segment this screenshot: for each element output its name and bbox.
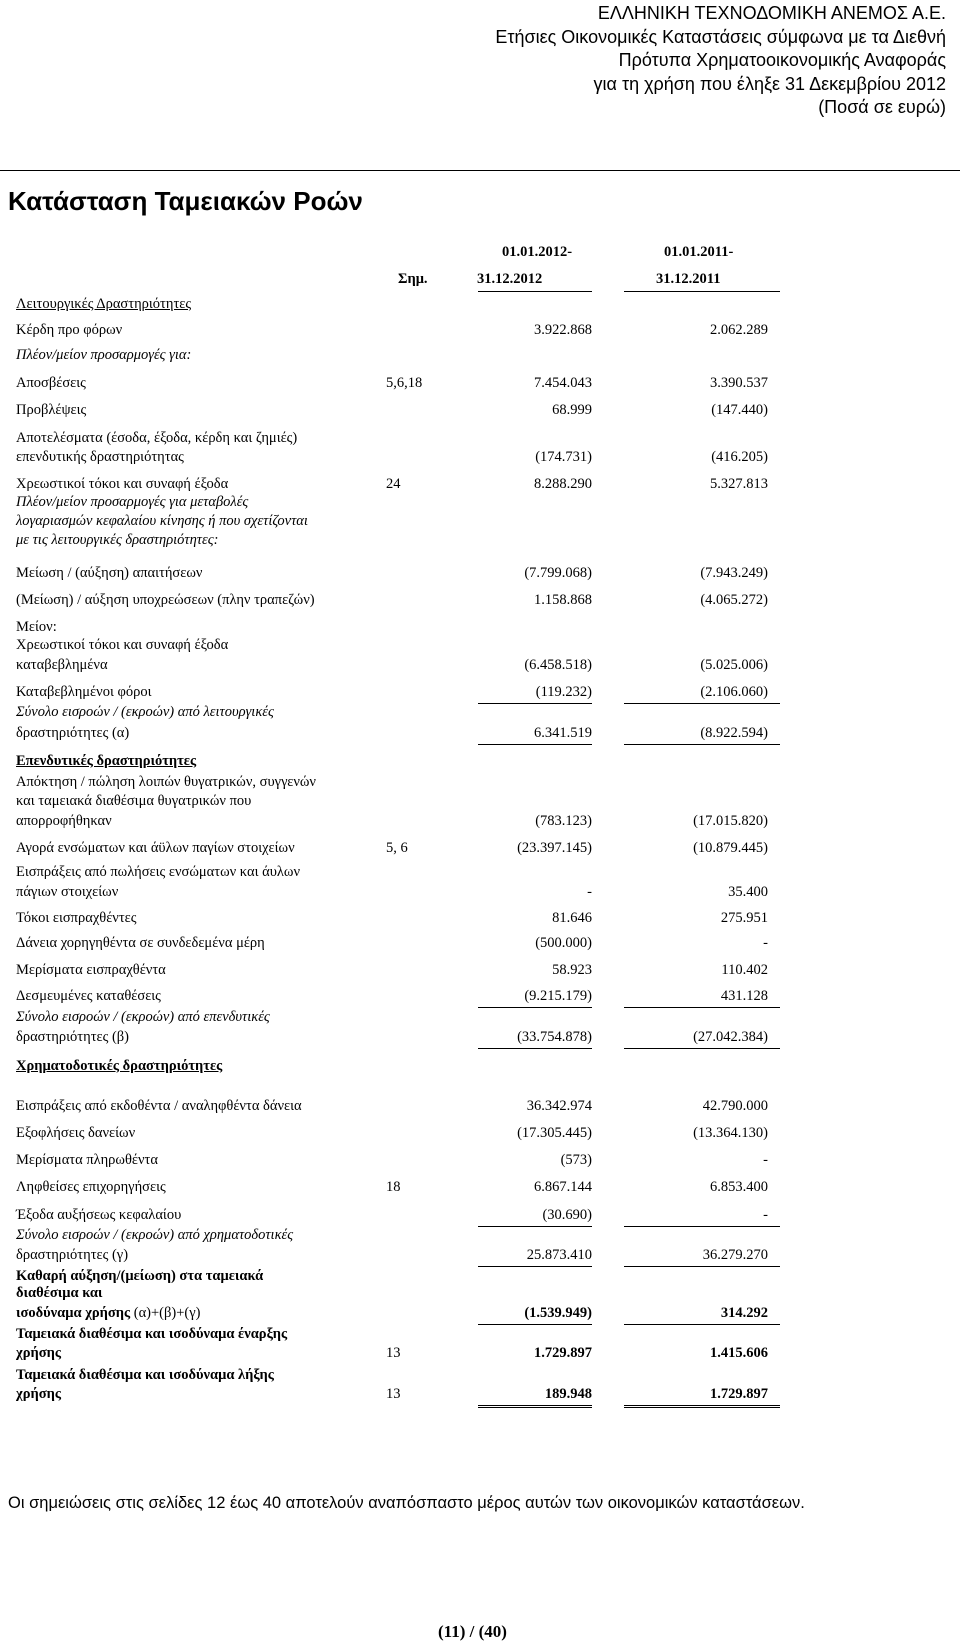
row-label: Μείωση / (αύξηση) απαιτήσεων — [16, 565, 203, 581]
value-2011: (17.015.820) — [693, 813, 768, 829]
row-label: δραστηριότητες (α) — [16, 725, 130, 741]
table-row — [0, 882, 960, 902]
table-row — [0, 723, 960, 743]
note-column-header: Σημ. — [398, 271, 428, 287]
table-row — [0, 751, 960, 771]
row-label: Ταμειακά διαθέσιμα και ισοδύναμα έναρξης — [16, 1326, 288, 1342]
section-operating: Λειτουργικές Δραστηριότητες — [16, 296, 192, 312]
value-2012: (23.397.145) — [517, 840, 592, 856]
row-label: ισοδύναμα χρήσης (α)+(β)+(γ) — [16, 1305, 201, 1321]
row-note: 13 — [386, 1386, 401, 1402]
row-label: Αγορά ενσώματων και άϋλων παγίων στοιχείων — [16, 840, 295, 856]
table-row — [0, 635, 960, 655]
row-label: Σύνολο εισροών / (εκροών) από χρηματοδοτικές — [16, 1227, 294, 1243]
row-label: Απόκτηση / πώληση λοιπών θυγατρικών, συγγενών — [16, 774, 316, 790]
col1-header-underline — [478, 291, 592, 292]
table-row — [0, 1123, 960, 1143]
table-row — [0, 960, 960, 980]
value-2011: (5.025.006) — [700, 657, 768, 673]
row-label: Πλέον/μείον προσαρμογές για: — [16, 347, 192, 363]
row-label: λογαριασμών κεφαλαίου κίνησης ή που σχετίζονται — [16, 513, 308, 529]
value-2011: 36.279.270 — [702, 1247, 768, 1263]
table-row — [0, 1303, 960, 1323]
table-row — [0, 772, 960, 792]
table-row — [0, 590, 960, 610]
value-2011: (27.042.384) — [693, 1029, 768, 1045]
row-label: καταβεβλημένα — [16, 657, 108, 673]
row-label: Μερίσματα εισπραχθέντα — [16, 962, 166, 978]
value-2011: 6.853.400 — [710, 1179, 768, 1195]
value-2011: 2.062.289 — [710, 322, 768, 338]
row-note: 5,6,18 — [386, 375, 423, 391]
value-2011: 110.402 — [721, 962, 768, 978]
col2-header-line2: 31.12.2011 — [656, 271, 721, 287]
table-row — [0, 617, 960, 637]
table-row — [0, 1205, 960, 1225]
value-2011: (8.922.594) — [700, 725, 768, 741]
row-label: Αποτελέσματα (έσοδα, έξοδα, κέρδη και ζημιές) — [16, 430, 298, 446]
col1-header-line2: 31.12.2012 — [477, 271, 543, 287]
row-label: Αποσβέσεις — [16, 375, 86, 391]
value-2012: (9.215.179) — [524, 988, 592, 1004]
row-label: και ταμειακά διαθέσιμα θυγατρικών που — [16, 793, 252, 809]
table-row — [0, 492, 960, 512]
row-label: Καταβεβλημένοι φόροι — [16, 684, 152, 700]
row-label: απορροφήθηκαν — [16, 813, 112, 829]
table-row — [0, 1225, 960, 1245]
value-2011: - — [763, 935, 768, 951]
value-2011: 314.292 — [720, 1305, 768, 1321]
table-row — [0, 1365, 960, 1385]
table-row — [0, 702, 960, 722]
value-2011: 431.128 — [720, 988, 768, 1004]
value-2012: 1.158.868 — [534, 592, 592, 608]
value-2012: 1.729.897 — [534, 1345, 592, 1361]
value-2012: 8.288.290 — [534, 476, 592, 492]
table-row — [0, 1384, 960, 1404]
row-label: δραστηριότητες (β) — [16, 1029, 130, 1045]
value-2012: (7.799.068) — [524, 565, 592, 581]
value-2012: (33.754.878) — [517, 1029, 592, 1045]
value-2011: 1.729.897 — [710, 1386, 768, 1402]
row-label: Δεσμευμένες καταθέσεις — [16, 988, 161, 1004]
row-label: Εξοφλήσεις δανείων — [16, 1125, 136, 1141]
row-label: Εισπράξεις από εκδοθέντα / αναληφθέντα δάνεια — [16, 1098, 302, 1114]
page-title: Κατάσταση Ταμειακών Ροών — [8, 186, 363, 216]
value-2011: (147.440) — [711, 402, 768, 418]
value-2012: 6.341.519 — [534, 725, 592, 741]
value-2012: 25.873.410 — [526, 1247, 592, 1263]
value-2012: (573) — [560, 1152, 592, 1168]
value-2012: (119.232) — [535, 684, 592, 700]
row-label: Επενδυτικές δραστηριότητες — [16, 753, 197, 769]
row-label: Καθαρή αύξηση/(μείωση) στα ταμειακά — [16, 1268, 264, 1284]
row-label: Εισπράξεις από πωλήσεις ενσώματων και άυλων — [16, 864, 301, 880]
value-2012: (783.123) — [535, 813, 592, 829]
col1-header-line1: 01.01.2012- — [502, 244, 573, 260]
row-label: χρήσης — [16, 1345, 61, 1361]
row-note: 18 — [386, 1179, 401, 1195]
row-label: Σύνολο εισροών / (εκροών) από επενδυτικές — [16, 1009, 270, 1025]
header-line-3: Πρότυπα Χρηματοοικονομικής Αναφοράς — [618, 50, 946, 70]
row-label: Προβλέψεις — [16, 402, 87, 418]
value-2011: 35.400 — [728, 884, 768, 900]
page-number: (11) / (40) — [438, 1622, 507, 1641]
value-2012: (500.000) — [535, 935, 592, 951]
value-2011: - — [763, 1207, 768, 1223]
total-underline — [478, 744, 592, 745]
table-row — [0, 428, 960, 448]
value-2012: 36.342.974 — [526, 1098, 592, 1114]
row-note: 5, 6 — [386, 840, 408, 856]
value-2011: 42.790.000 — [702, 1098, 768, 1114]
header-line-2: Ετήσιες Οικονομικές Καταστάσεις σύμφωνα με τα Διεθνή — [495, 26, 946, 47]
table-row — [0, 320, 960, 340]
value-2012: (174.731) — [535, 449, 592, 465]
table-row — [0, 400, 960, 420]
total-underline — [478, 1048, 592, 1049]
row-label: Τόκοι εισπραχθέντες — [16, 910, 137, 926]
table-row — [0, 1343, 960, 1363]
total-underline — [478, 1405, 592, 1408]
total-underline — [624, 1048, 780, 1049]
row-label: πάγιων στοιχείων — [16, 884, 119, 900]
header-currency-note: (Ποσά σε ευρώ) — [818, 97, 946, 117]
value-2012: 81.646 — [552, 910, 592, 926]
table-row — [0, 1096, 960, 1116]
value-2011: (416.205) — [711, 449, 768, 465]
row-label: Ταμειακά διαθέσιμα και ισοδύναμα λήξης — [16, 1367, 274, 1383]
value-2012: 189.948 — [544, 1386, 592, 1402]
table-row — [0, 1177, 960, 1197]
row-label: διαθέσιμα και — [16, 1285, 103, 1301]
value-2011: (10.879.445) — [693, 840, 768, 856]
value-2012: - — [587, 884, 592, 900]
table-row — [0, 838, 960, 858]
row-label: επενδυτικής δραστηριότητας — [16, 449, 184, 465]
table-row — [0, 1324, 960, 1344]
value-2012: (30.690) — [542, 1207, 592, 1223]
value-2011: - — [763, 1152, 768, 1168]
row-label: Μείον: — [16, 619, 57, 635]
value-2012: 6.867.144 — [534, 1179, 592, 1195]
value-2012: 7.454.043 — [534, 375, 592, 391]
row-label: Δάνεια χορηγηθέντα σε συνδεδεμένα μέρη — [16, 935, 265, 951]
row-label: Μερίσματα πληρωθέντα — [16, 1152, 158, 1168]
table-row — [0, 1007, 960, 1027]
company-name: ΕΛΛΗΝΙΚΗ ΤΕΧΝΟΔΟΜΙΚΗ ΑΝΕΜΟΣ Α.Ε. — [597, 3, 946, 23]
table-row — [0, 1245, 960, 1265]
col2-header-line1: 01.01.2011- — [664, 244, 734, 260]
table-row — [0, 1027, 960, 1047]
row-label: δραστηριότητες (γ) — [16, 1247, 129, 1263]
col2-header-underline — [624, 291, 780, 292]
table-row — [0, 1056, 960, 1076]
table-row — [0, 908, 960, 928]
value-2011: (2.106.060) — [700, 684, 768, 700]
table-row — [0, 345, 960, 365]
table-row — [0, 511, 960, 531]
row-label: Χρεωστικοί τόκοι και συναφή έξοδα — [16, 637, 229, 653]
table-row — [0, 447, 960, 467]
row-label: χρήσης — [16, 1386, 61, 1402]
table-row — [0, 986, 960, 1006]
value-2012: (17.305.445) — [517, 1125, 592, 1141]
row-label: Κέρδη προ φόρων — [16, 322, 123, 338]
row-label: Χρηματοδοτικές δραστηριότητες — [16, 1058, 223, 1074]
table-row — [0, 1150, 960, 1170]
row-label: Έξοδα αυξήσεως κεφαλαίου — [16, 1207, 182, 1223]
footnote: Οι σημειώσεις στις σελίδες 12 έως 40 αποτελούν αναπόσπαστο μέρος αυτών των οικονομικών καταστάσεων. — [8, 1494, 805, 1512]
table-row — [0, 791, 960, 811]
value-2012: 58.923 — [552, 962, 592, 978]
table-row — [0, 530, 960, 550]
row-label: Σύνολο εισροών / (εκροών) από λειτουργικές — [16, 704, 274, 720]
row-label: Πλέον/μείον προσαρμογές για μεταβολές — [16, 494, 249, 510]
report-header — [495, 2, 946, 120]
row-note: 13 — [386, 1345, 401, 1361]
value-2012: (1.539.949) — [524, 1305, 592, 1321]
table-row — [0, 811, 960, 831]
table-row — [0, 862, 960, 882]
row-note: 24 — [386, 476, 401, 492]
row-label: Χρεωστικοί τόκοι και συναφή έξοδα — [16, 476, 229, 492]
table-row — [0, 373, 960, 393]
value-2011: (4.065.272) — [700, 592, 768, 608]
table-row — [0, 1283, 960, 1303]
header-divider — [0, 170, 960, 171]
row-label: με τις λειτουργικές δραστηριότητες: — [16, 532, 219, 548]
value-2011: 3.390.537 — [710, 375, 768, 391]
value-2012: 3.922.868 — [534, 322, 592, 338]
value-2012: (6.458.518) — [524, 657, 592, 673]
row-label: Ληφθείσες επιχορηγήσεις — [16, 1179, 166, 1195]
value-2011: 1.415.606 — [710, 1345, 768, 1361]
value-2011: 5.327.813 — [710, 476, 768, 492]
header-line-4: για τη χρήση που έληξε 31 Δεκεμβρίου 2012 — [593, 73, 946, 94]
table-row — [0, 474, 960, 494]
value-2012: 68.999 — [552, 402, 592, 418]
total-underline — [624, 744, 780, 745]
table-row — [0, 933, 960, 953]
table-row — [0, 563, 960, 583]
value-2011: 275.951 — [720, 910, 768, 926]
total-underline — [624, 1405, 780, 1408]
table-row — [0, 682, 960, 702]
value-2011: (7.943.249) — [700, 565, 768, 581]
table-row — [0, 655, 960, 675]
row-label: (Μείωση) / αύξηση υποχρεώσεων (πλην τραπεζών) — [16, 592, 315, 608]
value-2011: (13.364.130) — [693, 1125, 768, 1141]
